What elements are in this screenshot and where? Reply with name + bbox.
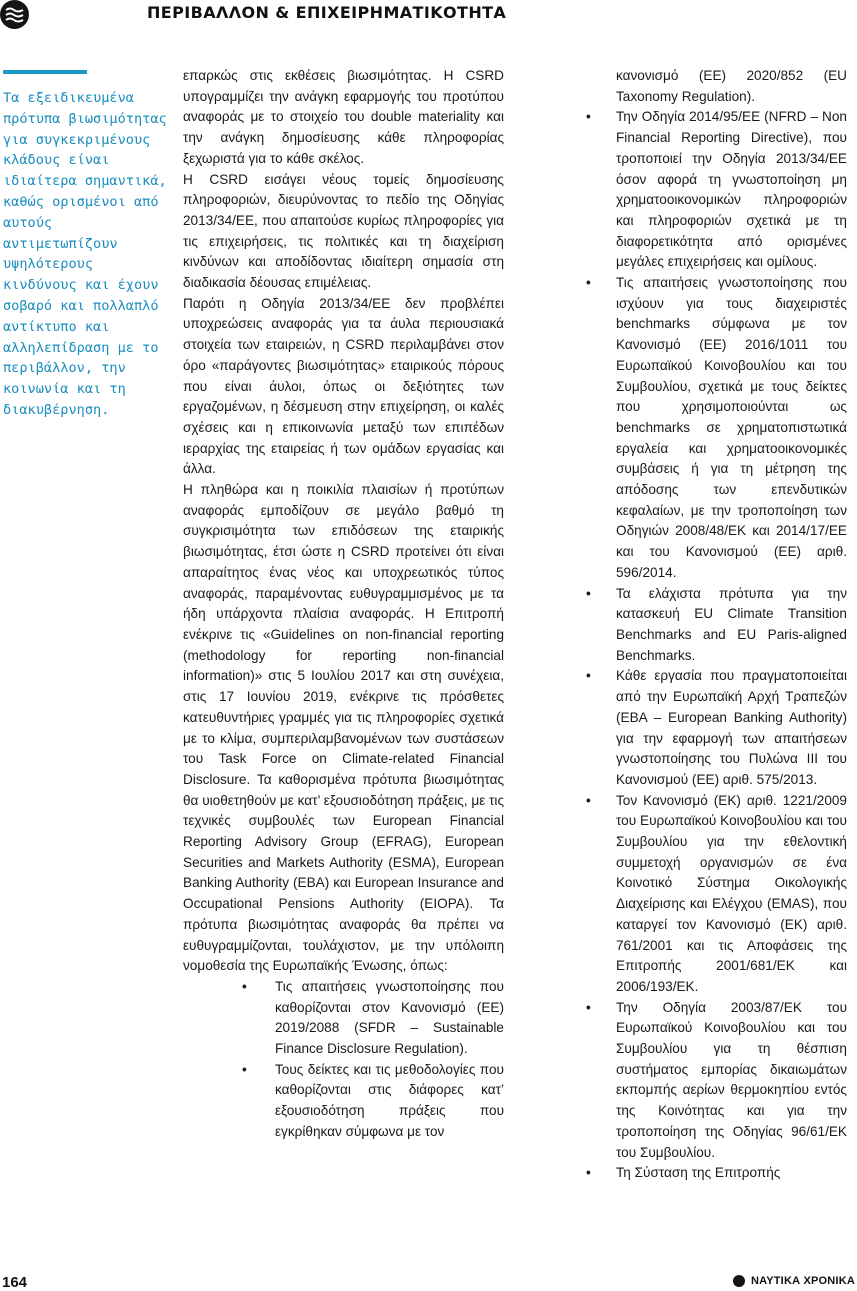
magazine-logo-icon [0,0,29,29]
pull-quote: Τα εξειδικευμένα πρότυπα βιωσιμότητας για συγκεκριμένους κλάδους είναι ιδιαίτερα σημαντικά, καθώς ορισμένοι από αυτούς αντιμετωπίζουν υψηλότερους κινδύνους και έχουν σοβαρό και πολλαπλό αντίκτυπο και αλληλεπίδραση με το περιβάλλον, την κοινωνία και τη διακυβέρνηση. [3,90,167,418]
paragraph: Παρότι η Οδηγία 2013/34/ΕΕ δεν προβλέπει υποχρεώσεις αναφοράς για τα άυλα περιουσιακά στοιχεία των εταιρειών, η CSRD περιλαμβάνει στον όρο «παράγοντες βιωσιμότητας» εταιρικούς πόρους που είναι άυλοι, όπως οι δεξιότητες των εργαζομένων, η δέσμευση στην επιχείρηση, οι καλές σχέσεις και η επικοινωνία μεταξύ των επιπέδων ιεραρχίας της εταιρείας ή των ομάδων εργασίας και άλλα. [183,295,504,477]
list-item: • Κάθε εργασία που πραγματοποιείται από την Ευρωπαϊκή Αρχή Τραπεζών (EBA – European Banking Authority) για την εφαρμογή των απαιτήσεων γνωστοποίησης του Πυλώνα ΙΙΙ του Κανονισμού (ΕΕ) αριθ. 575/2013. [616,666,847,790]
list-item: • Τους δείκτες και τις μεθοδολογίες που καθορίζονται στις διάφορες κατ’ εξουσιοδότηση πράξεις που εγκρίθηκαν σύμφωνα με τον [275,1060,504,1143]
right-column [616,66,847,1184]
page-number: 164 [2,1274,28,1291]
list-item: • Την Οδηγία 2003/87/ΕΚ του Ευρωπαϊκού Κοινοβουλίου και του Συμβουλίου για τη θέσπιση συστήματος εμπορίας δικαιωμάτων εκπομπής αερίων θερμοκηπίου εντός της Κοινότητας και για την τροποποίηση της Οδηγίας 96/61/ΕΚ του Συμβουλίου. [616,998,847,1164]
wave-lines-icon [5,6,24,23]
paragraph: επαρκώς στις εκθέσεις βιωσιμότητας. Η CSRD υπογραμμίζει την ανάγκη εφαρμογής του προτύπου αναφοράς με το στοιχείο του double materiality και την ανάγκη δημοσίευσης κάθε πληροφορίας ξεχωριστά για το κάθε σκέλος. [183,68,504,166]
brand-logo-icon [733,1275,745,1287]
list-item: • Την Οδηγία 2014/95/ΕΕ (NFRD – Non Financial Reporting Directive), που τροποποιεί την Οδηγία 2013/34/ΕΕ όσον αφορά τη γνωστοποίηση μη χρηματοοικονομικών πληροφοριών και πληροφοριών σχετικά με τη διαφορετικότητα από ορισμένες μεγάλες επιχειρήσεις και ομίλους. [616,107,847,273]
section-title: ΠΕΡΙΒΑΛΛΟΝ & ΕΠΙΧΕΙΡΗΜΑΤΙΚΟΤΗΤΑ [147,3,507,22]
bullet-list [183,977,504,1143]
list-item: • Τη Σύσταση της Επιτροπής [616,1163,847,1184]
list-item: • Τα ελάχιστα πρότυπα για την κατασκευή EU Climate Transition Benchmarks and EU Paris-aligned Benchmarks. [616,584,847,667]
list-item: • Τις απαιτήσεις γνωστοποίησης που καθορίζονται στον Κανονισμό (ΕΕ) 2019/2088 (SFDR – Sustainable Finance Disclosure Regulation). [275,977,504,1060]
list-continuation: κανονισμό (ΕΕ) 2020/852 (EU Taxonomy Regulation). [616,68,847,104]
paragraph: Η πληθώρα και η ποικιλία πλαισίων ή προτύπων αναφοράς εμποδίζουν σε μεγάλο βαθμό τη συγκρισιμότητα των επιδόσεων της εταιρικής βιωσιμότητας, έτσι ώστε η CSRD προτείνει ότι είναι απαραίτητος ένας νέος και υποχρεωτικός τύπος αναφοράς, παραμένοντας ευθυγραμμισμένος με τα ήδη υπάρχοντα πλαίσια αναφοράς. Η Επιτροπή ενέκρινε τις «Guidelines on non-financial reporting (methodology for reporting non-financial information)» στις 5 Ιουλίου 2017 και στη συνέχεια, στις 17 Ιουνίου 2019, ενέκρινε τις πρόσθετες κατευθυντήριες γραμμές για τις πληροφορίες σχετικά με το κλίμα, συμπεριλαμβανομένων των συστάσεων του Task Force on Climate-related Financial Disclosure. Τα καθορισμένα πρότυπα βιωσιμότητας θα υιοθετηθούν με κατ’ εξουσιοδότηση πράξεις, με τις τεχνικές συμβουλές των European Financial Reporting Advisory Group (EFRAG), European Securities and Markets Authority (ESMA), European Banking Authority (EBA) και European Insurance and Occupational Pensions Authority (EIOPA). Τα πρότυπα βιωσιμότητας αναφοράς θα πρέπει να ευθυγραμμίζονται, τουλάχιστον, με την υπόλοιπη νομοθεσία της Ευρωπαϊκής Ένωσης, όπως: [183,482,504,974]
list-item: • Τις απαιτήσεις γνωστοποίησης που ισχύουν για τους διαχειριστές benchmarks σύμφωνα με τον Κανονισμό (ΕΕ) 2016/1011 του Ευρωπαϊκού Κοινοβουλίου και του Συμβουλίου, σχετικά με τους δείκτες που χρησιμοποιούνται ως benchmarks σε χρηματοπιστωτικά εργαλεία και χρηματοοικονομικές συμβάσεις ή για τη μέτρηση της απόδοσης των επενδυτικών κεφαλαίων, με την τροποποίηση των Οδηγιών 2008/48/ΕΚ και 2014/17/ΕΕ και του Κανονισμού (ΕΕ) αριθ. 596/2014. [616,273,847,584]
brand-name: ΝΑΥΤΙΚΑ ΧΡΟΝΙΚΑ [750,1275,855,1287]
bullet-list [616,107,847,1184]
footer-brand [733,1275,855,1287]
middle-column [183,66,504,1143]
pull-quote-accent-bar [3,70,87,74]
list-item: • Τον Κανονισμό (ΕΚ) αριθ. 1221/2009 του Ευρωπαϊκού Κοινοβουλίου και του Συμβουλίου για την εθελοντική συμμετοχή οργανισμών σε ένα Κοινοτικό Σύστημα Οικολογικής Διαχείρισης και Ελέγχου (EMAS), που καταργεί τον Κανονισμό (ΕΚ) αριθ. 761/2001 και τις Αποφάσεις της Επιτροπής 2001/681/ΕΚ και 2006/193/ΕΚ. [616,791,847,998]
paragraph: Η CSRD εισάγει νέους τομείς δημοσίευσης πληροφοριών, διευρύνοντας το πεδίο της Οδηγίας 2013/34/ΕΕ, που απαιτούσε κυρίως πληροφορίες για τις επιχειρήσεις, τις πολιτικές και τη διαχείριση κινδύνων και αποδίδοντας ιδιαίτερη σημασία στη διαδικασία δέουσας επιμέλειας. [183,171,504,291]
